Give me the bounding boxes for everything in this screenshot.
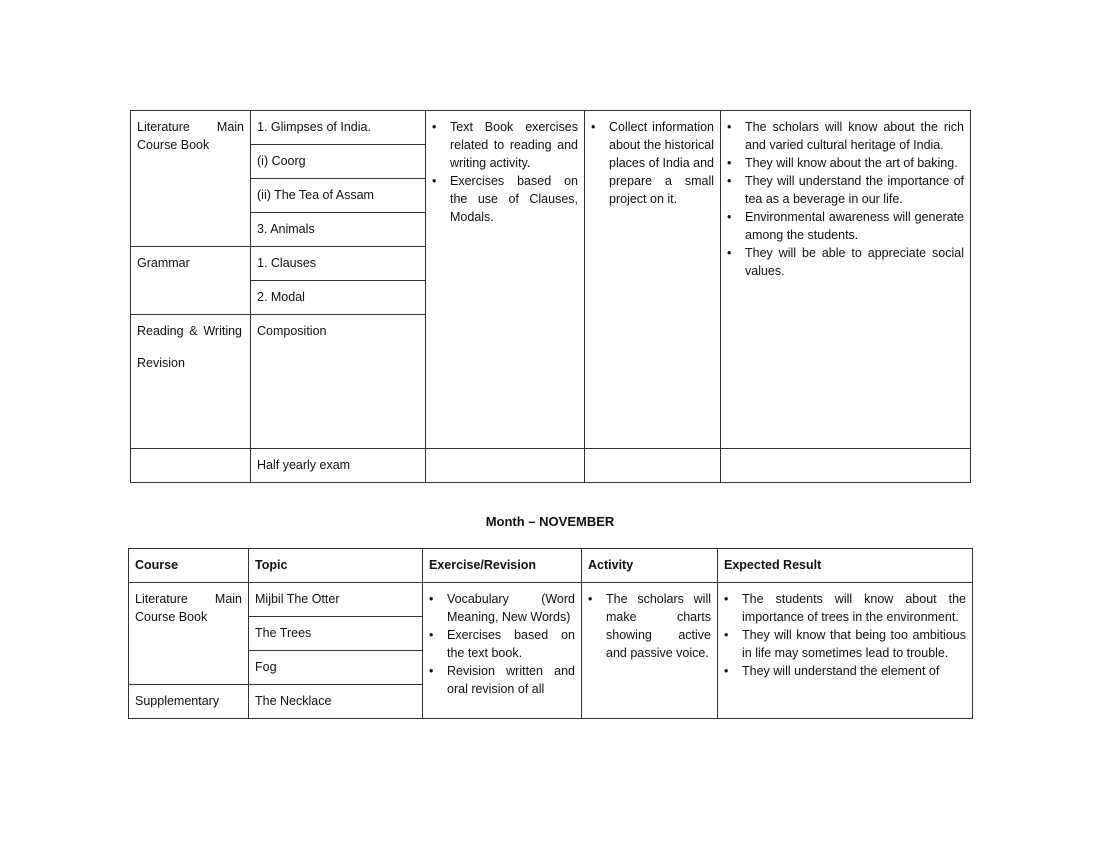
course-reading-writing: Reading & Writing: [137, 324, 242, 338]
topic-cell: [251, 145, 426, 179]
topic-the-necklace: The Necklace: [255, 694, 332, 708]
result-list: [727, 118, 964, 280]
empty-cell: [426, 449, 585, 483]
course-supplementary-cell: [129, 685, 249, 719]
topic-coorg: (i) Coorg: [257, 154, 306, 168]
course-literature: Literature Main Course Book: [137, 120, 244, 152]
topic-the-trees: The Trees: [255, 626, 312, 640]
list-item: • Environmental awareness will generate among the students.: [745, 208, 964, 244]
list-item: • The students will know about the importance of trees in the environment.: [742, 590, 966, 626]
header-topic: Topic: [249, 549, 423, 583]
list-item: • The scholars will make charts showing active and passive voice.: [606, 590, 711, 662]
topic-cell: [251, 111, 426, 145]
empty-cell: [131, 449, 251, 483]
topic-cell: [251, 213, 426, 247]
list-item: • They will know that being too ambitious in life may sometimes lead to trouble.: [742, 626, 966, 662]
topic-cell: [249, 617, 423, 651]
course-supplementary: Supplementary: [135, 694, 220, 708]
topic-tea-of-assam: (ii) The Tea of Assam: [257, 188, 374, 202]
list-item: • They will be able to appreciate social values.: [745, 244, 964, 280]
list-item: • The scholars will know about the rich and varied cultural heritage of India.: [745, 118, 964, 154]
list-item: • Revision written and oral revision of all: [447, 662, 575, 698]
syllabus-table-november: [128, 548, 973, 719]
exercise-list: [429, 590, 575, 698]
topic-cell: [251, 179, 426, 213]
list-item: • Exercises based on the use of Clauses, Modals.: [450, 172, 578, 226]
activity-cell: [585, 111, 721, 449]
topic-glimpses: 1. Glimpses of India.: [257, 120, 371, 134]
syllabus-table-october: [130, 110, 971, 483]
list-item: • They will know about the art of baking.: [745, 154, 964, 172]
topic-composition: Composition: [257, 324, 327, 338]
list-item: • Exercises based on the text book.: [447, 626, 575, 662]
activity-list: [591, 118, 714, 208]
topic-cell: [249, 583, 423, 617]
exercise-cell: [426, 111, 585, 449]
topic-cell: [251, 247, 426, 281]
topic-half-yearly-exam: Half yearly exam: [257, 458, 351, 472]
topic-fog: Fog: [255, 660, 277, 674]
list-item: • They will understand the importance of tea as a beverage in our life.: [745, 172, 964, 208]
course-revision: Revision: [137, 356, 185, 370]
activity-list: [588, 590, 711, 662]
topic-cell: [249, 685, 423, 719]
list-item: • Collect information about the historical places of India and prepare a small project on it.: [609, 118, 714, 208]
exercise-list: [432, 118, 578, 226]
topic-clauses: 1. Clauses: [257, 256, 317, 270]
topic-animals: 3. Animals: [257, 222, 315, 236]
course-literature: Literature Main Course Book: [135, 592, 242, 624]
month-title: Month – NOVEMBER: [485, 514, 615, 529]
course-literature-cell: [129, 583, 249, 685]
empty-cell: [585, 449, 721, 483]
result-cell: [718, 583, 973, 719]
topic-cell: [251, 281, 426, 315]
header-course: Course: [129, 549, 249, 583]
activity-cell: [582, 583, 718, 719]
list-item: • They will understand the element of: [742, 662, 966, 680]
empty-cell: [721, 449, 971, 483]
topic-cell: [249, 651, 423, 685]
course-reading-writing-line: [137, 322, 242, 340]
header-exercise: Exercise/Revision: [423, 549, 582, 583]
header-activity: Activity: [582, 549, 718, 583]
topic-cell: [251, 449, 426, 483]
course-grammar-cell: [131, 247, 251, 315]
course-reading-cell: [131, 315, 251, 449]
header-result: Expected Result: [718, 549, 973, 583]
exercise-cell: [423, 583, 582, 719]
course-grammar: Grammar: [137, 256, 190, 270]
topic-mijbil-the-otter: Mijbil The Otter: [255, 592, 340, 606]
result-cell: [721, 111, 971, 449]
list-item: • Text Book exercises related to reading and writing activity.: [450, 118, 578, 172]
course-literature-cell: [131, 111, 251, 247]
list-item: • Vocabulary (Word Meaning, New Words): [447, 590, 575, 626]
topic-cell: [251, 315, 426, 449]
topic-modal: 2. Modal: [257, 290, 305, 304]
result-list: [724, 590, 966, 680]
